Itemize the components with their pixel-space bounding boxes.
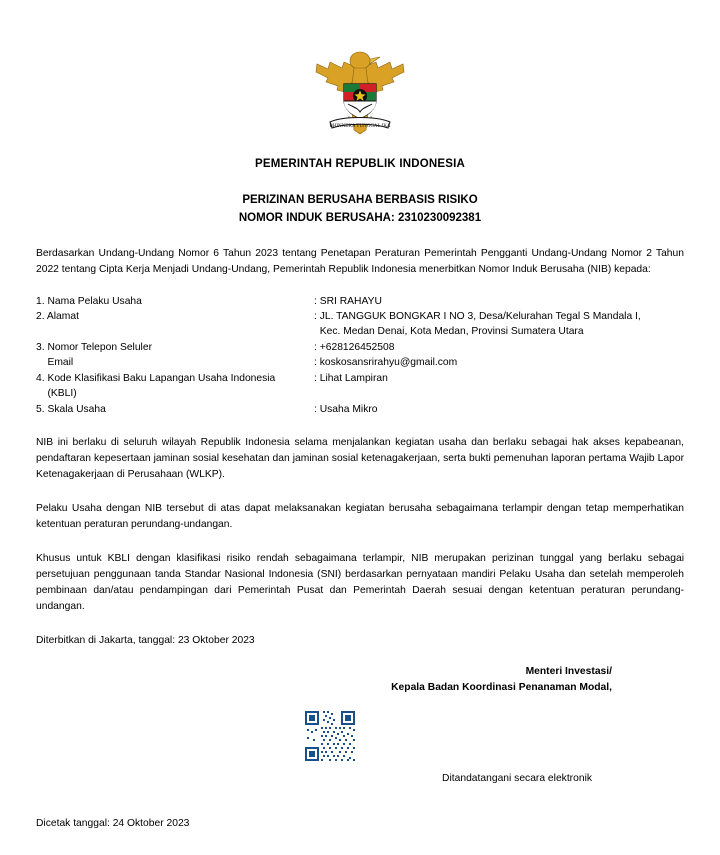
issued-date: Diterbitkan di Jakarta, tanggal: 23 Oktober 2023: [36, 634, 255, 646]
signature-title-line-2: Kepala Badan Koordinasi Penanaman Modal,: [391, 682, 612, 694]
field-label: 4. Kode Klasifikasi Baku Lapangan Usaha Indonesia: [36, 372, 276, 384]
document-subtitle: [36, 192, 684, 228]
field-value: : Usaha Mikro: [314, 403, 378, 415]
qr-code-container: [36, 709, 684, 763]
field-label: (KBLI): [36, 388, 77, 400]
paragraph-activities: Pelaku Usaha dengan NIB tersebut di atas dapat melaksanakan kegiatan berusaha sebagaimana terlampir dengan tetap memperhatikan ketentuan peraturan perundang-undangan.: [36, 502, 684, 530]
list-item: [36, 402, 684, 417]
field-label: 5. Skala Usaha: [36, 403, 106, 415]
field-value: : +628126452508: [314, 341, 395, 353]
field-value: Kec. Medan Denai, Kota Medan, Provinsi Sumatera Utara: [314, 326, 584, 338]
list-item: [36, 340, 684, 355]
field-label: Email: [36, 357, 74, 369]
list-item: [36, 324, 684, 339]
intro-paragraph: Berdasarkan Undang-Undang Nomor 6 Tahun 2023 tentang Penetapan Peraturan Pemerintah Pengganti Undang-Undang Nomor 2 Tahun 2022 tentang Cipta Kerja Menjadi Undang-Undang, Pemerintah Republik Indonesia menerbitkan Nomor Induk Berusaha (NIB) kepada:: [36, 247, 684, 275]
list-item: [36, 294, 684, 309]
field-value: : JL. TANGGUK BONGKAR I NO 3, Desa/Kelurahan Tegal S Mandala I,: [314, 310, 641, 322]
paragraph-validity: NIB ini berlaku di seluruh wilayah Republik Indonesia selama menjalankan kegiatan usaha dan berlaku sebagai hak akses kepabeanan, pendaftaran kepesertaan jaminan sosial kesehatan dan jaminan sosial ketenagakerjaan, serta bukti pemenuhan laporan pertama Wajib Lapor Ketenagakerjaan di Perusahaan (WLKP).: [36, 437, 684, 480]
subtitle-line-1: PERIZINAN BERUSAHA BERBASIS RISIKO: [242, 194, 478, 206]
field-value: : koskosansrirahyu@gmail.com: [314, 357, 458, 369]
page-title: PEMERINTAH REPUBLIK INDONESIA: [254, 158, 466, 170]
signature-title: [36, 664, 684, 697]
field-label: 2. Alamat: [36, 310, 79, 322]
list-item: [36, 355, 684, 370]
list-item: [36, 386, 684, 401]
list-item: [36, 371, 684, 386]
field-label: 1. Nama Pelaku Usaha: [36, 295, 142, 307]
field-value: : SRI RAHAYU: [314, 295, 382, 307]
business-details-list: [36, 294, 684, 418]
field-label: 3. Nomor Telepon Seluler: [36, 341, 153, 353]
signature-title-line-1: Menteri Investasi/: [525, 665, 612, 677]
list-item: [36, 309, 684, 324]
electronic-signature-note: Ditandatangani secara elektronik: [442, 772, 592, 784]
emblem-container: [36, 38, 684, 148]
paragraph-sni: Khusus untuk KBLI dengan klasifikasi risiko rendah sebagaimana terlampir, NIB merupakan perizinan tunggal yang berlaku sebagai persetujuan penggunaan tanda Standar Nasional Indonesia (SNI) berdasarkan pernyataan mandiri Pelaku Usaha dan setelah memperoleh pembinaan dan/atau pendampingan dari Pemerintah Pusat dan Pemerintah Daerah sesuai dengan ketentuan peraturan perundang-undangan.: [36, 552, 684, 612]
printed-date: Dicetak tanggal: 24 Oktober 2023: [36, 817, 190, 829]
nib-number: NOMOR INDUK BERUSAHA: 2310230092381: [238, 211, 482, 224]
qr-code: [303, 709, 357, 763]
garuda-pancasila-emblem: [308, 38, 412, 142]
field-value: : Lihat Lampiran: [314, 372, 388, 384]
svg-text:BHINNEKA TUNGGAL IKA: BHINNEKA TUNGGAL IKA: [329, 124, 391, 129]
